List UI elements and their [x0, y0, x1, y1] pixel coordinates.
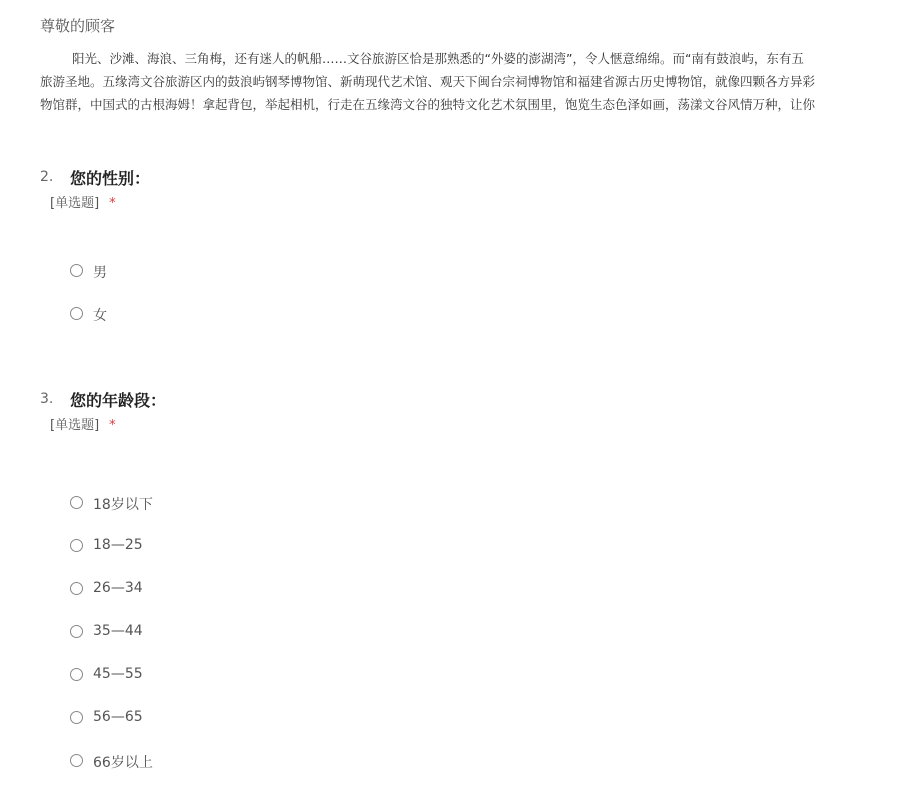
- radio-button[interactable]: [70, 307, 83, 320]
- question-number: 2.: [40, 169, 54, 185]
- option-label: 35—44: [93, 623, 143, 639]
- question-type-label: [单选题]: [50, 418, 100, 433]
- required-mark: *: [109, 418, 116, 433]
- radio-button[interactable]: [70, 539, 83, 552]
- question-type-label: [单选题]: [50, 196, 100, 211]
- greeting-heading: 尊敬的顾客: [40, 17, 116, 35]
- option-label: 66岁以上: [93, 755, 153, 771]
- intro-paragraph: [40, 47, 900, 116]
- question-type: [50, 414, 116, 433]
- option-label: 18—25: [93, 537, 143, 553]
- radio-button[interactable]: [70, 754, 83, 767]
- radio-button[interactable]: [70, 264, 83, 277]
- question-type: [50, 192, 116, 211]
- option-label: 56—65: [93, 709, 143, 725]
- question-title: 您的年龄段：: [70, 391, 167, 410]
- radio-button[interactable]: [70, 711, 83, 724]
- question-title: 您的性别：: [70, 169, 151, 188]
- radio-button[interactable]: [70, 496, 83, 509]
- option-label: 男: [93, 265, 107, 281]
- radio-button[interactable]: [70, 582, 83, 595]
- option-label: 18岁以下: [93, 497, 153, 513]
- required-mark: *: [109, 196, 116, 211]
- radio-button[interactable]: [70, 625, 83, 638]
- option-label: 26—34: [93, 580, 143, 596]
- radio-button[interactable]: [70, 668, 83, 681]
- intro-line: 旅游圣地。五缘湾文谷旅游区内的鼓浪屿钢琴博物馆、新萌现代艺术馆、观天下闽台宗祠博物馆和福建省源古历史博物馆，就像四颗各方异彩: [40, 74, 816, 89]
- intro-line: 物馆群，中国式的古根海姆！拿起背包，举起相机，行走在五缘湾文谷的独特文化艺术氛围里，饱览生态色泽如画，荡漾文谷风情万种，让你: [40, 97, 816, 112]
- intro-line: 阳光、沙滩、海浪、三角梅，还有迷人的帆船……文谷旅游区恰是那熟悉的“外婆的澎湖湾”，令人惬意绵绵。而“南有鼓浪屿，东有五: [72, 51, 804, 66]
- option-label: 45—55: [93, 666, 143, 682]
- option-label: 女: [93, 308, 107, 324]
- question-number: 3.: [40, 391, 54, 407]
